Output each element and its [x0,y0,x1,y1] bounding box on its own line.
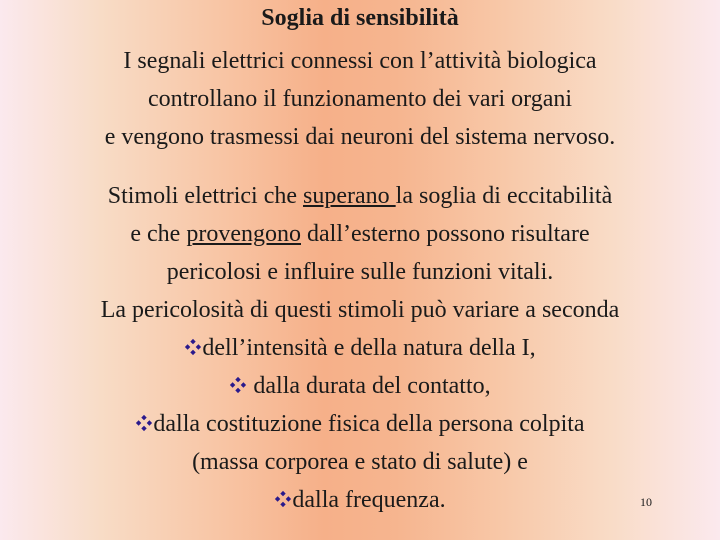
intro-line: e vengono trasmessi dai neuroni del sistema nervoso. [104,124,616,150]
bullet-text: dell’intensità e della natura della I, [202,335,536,361]
intro-paragraph [0,42,720,156]
bullet-item [0,367,720,405]
slide-title: Soglia di sensibilità [261,5,459,31]
diamond-bullet-icon [135,414,153,432]
bullet-item [0,405,720,443]
stimuli-paragraph [0,177,720,519]
intro-line: controllano il funzionamento dei vari organi [147,86,573,112]
text-segment: dall’esterno possono risultare [301,221,590,247]
diamond-bullet-icon [184,338,202,356]
underlined-text: provengono [186,221,301,247]
continuation-line: (massa corporea e stato di salute) e [192,449,528,475]
stimuli-line-2 [0,215,720,253]
bullet-text: dalla durata del contatto, [247,373,491,399]
underlined-text: superano [303,183,396,209]
stimuli-line-3: pericolosi e influire sulle funzioni vitali. [166,259,554,285]
bullet-text: dalla frequenza. [292,487,446,513]
page-number: 10 [640,495,652,509]
bullet-item [0,481,720,519]
text-segment: Stimoli elettrici che [107,183,304,209]
diamond-bullet-icon [274,490,292,508]
stimuli-line-4: La pericolosità di questi stimoli può variare a seconda [100,297,620,323]
text-segment: la soglia di eccitabilità [395,183,613,209]
text-segment: e che [130,221,187,247]
stimuli-line-1 [0,177,720,215]
intro-line: I segnali elettrici connessi con l’attività biologica [123,48,597,74]
bullet-item [0,329,720,367]
bullet-text: dalla costituzione fisica della persona colpita [153,411,585,437]
diamond-bullet-icon [229,376,247,394]
